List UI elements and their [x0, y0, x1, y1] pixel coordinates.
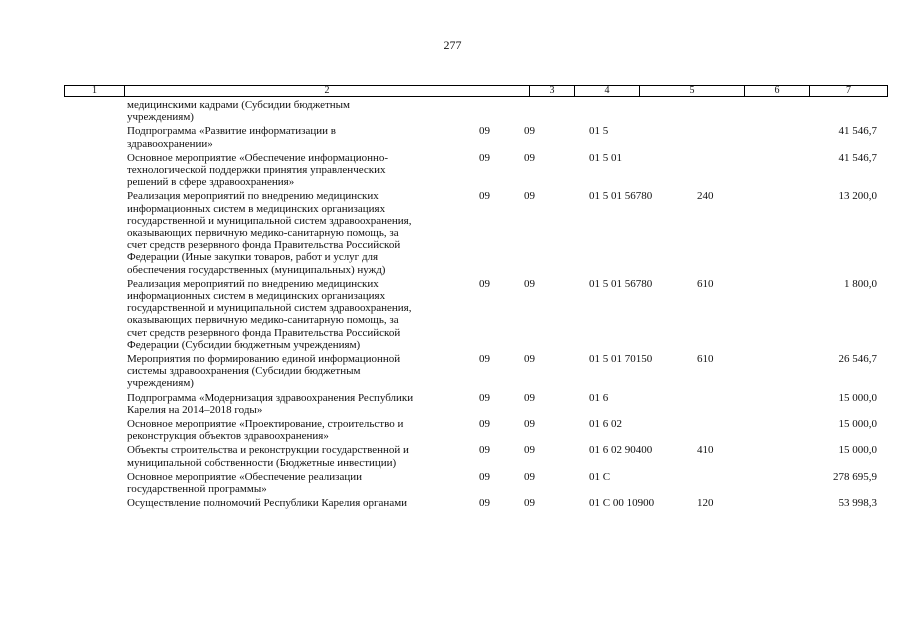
table-row — [0, 278, 905, 353]
section-code: 09 — [479, 277, 490, 290]
section-code: 09 — [479, 190, 490, 203]
amount: 26 546,7 — [838, 352, 877, 365]
target-article-code: 01 6 — [589, 391, 609, 404]
subsection-code: 09 — [524, 277, 535, 290]
target-article-code: 01 5 — [589, 125, 609, 138]
header-col-2: 2 — [125, 86, 530, 96]
description-line: Федерации (Субсидии бюджетным учреждениям) — [127, 338, 361, 351]
table-header-row — [64, 85, 888, 97]
expense-type-code: 610 — [697, 352, 714, 365]
description-line: Реализация мероприятий по внедрению медицинских — [127, 277, 379, 290]
amount: 1 800,0 — [844, 277, 877, 290]
subsection-code: 09 — [524, 391, 535, 404]
target-article-code: 01 5 01 56780 — [589, 277, 653, 290]
description-line: оказывающих первичную медико-санитарную помощь, за — [127, 314, 399, 327]
description-line: государственной программы» — [127, 482, 267, 495]
table-body — [0, 99, 905, 511]
subsection-code: 09 — [524, 151, 535, 164]
amount: 41 546,7 — [838, 151, 877, 164]
description-line: Реализация мероприятий по внедрению медицинских — [127, 190, 379, 203]
row-description — [127, 99, 472, 123]
target-article-code: 01 С — [589, 470, 611, 483]
section-code: 09 — [479, 352, 490, 365]
amount: 15 000,0 — [838, 444, 877, 457]
description-line: решений в сфере здравоохранения» — [127, 176, 295, 189]
target-article-code: 01 5 01 — [589, 151, 622, 164]
expense-type-code: 120 — [697, 497, 714, 510]
subsection-code: 09 — [524, 497, 535, 510]
description-line: Основное мероприятие «Обеспечение информационно- — [127, 151, 389, 164]
header-col-7: 7 — [846, 85, 851, 96]
target-article-code: 01 5 01 56780 — [589, 190, 653, 203]
description-line: здравоохранении» — [127, 137, 213, 150]
description-line: государственной и муниципальной систем здравоохранения, — [127, 302, 412, 315]
subsection-code: 09 — [524, 125, 535, 138]
row-description — [127, 471, 472, 495]
description-line: Осуществление полномочий Республики Карелия органами — [127, 497, 408, 510]
description-line: Карелия на 2014–2018 годы» — [127, 403, 263, 416]
expense-type-code: 410 — [697, 444, 714, 457]
description-line: Федерации (Иные закупки товаров, работ и услуг для — [127, 251, 379, 264]
description-line: учреждениям) — [127, 111, 194, 124]
section-code: 09 — [479, 497, 490, 510]
table-row — [0, 471, 905, 497]
row-description — [127, 392, 472, 416]
amount: 15 000,0 — [838, 391, 877, 404]
table-row — [0, 444, 905, 470]
row-description — [127, 190, 472, 275]
row-description — [127, 418, 472, 442]
target-article-code: 01 5 01 70150 — [589, 352, 653, 365]
description-line: информационных систем в медицинских организациях — [127, 289, 386, 302]
subsection-code: 09 — [524, 470, 535, 483]
table-row — [0, 190, 905, 277]
description-line: медицинскими кадрами (Субсидии бюджетным — [127, 99, 350, 111]
amount: 278 695,9 — [833, 470, 877, 483]
description-line: учреждениям) — [127, 377, 194, 390]
description-line: системы здравоохранения (Субсидии бюджетным — [127, 365, 361, 378]
amount: 13 200,0 — [838, 190, 877, 203]
table-row — [0, 353, 905, 392]
description-line: реконструкция объектов здравоохранения» — [127, 430, 329, 443]
amount: 41 546,7 — [838, 125, 877, 138]
row-description — [127, 497, 472, 509]
subsection-code: 09 — [524, 444, 535, 457]
header-col-4: 4 — [575, 86, 640, 96]
table-row — [0, 497, 905, 511]
description-line: обеспечения государственных (муниципальных) нужд) — [127, 263, 386, 276]
expense-type-code: 610 — [697, 277, 714, 290]
description-line: Мероприятия по формированию единой информационной — [127, 352, 401, 365]
description-line: счет средств резервного фонда Правительства Российской — [127, 239, 401, 252]
table-row — [0, 392, 905, 418]
header-col-5: 5 — [640, 86, 745, 96]
table-row — [0, 125, 905, 151]
description-line: счет средств резервного фонда Правительства Российской — [127, 326, 401, 339]
description-line: Подпрограмма «Модернизация здравоохранения Республики — [127, 391, 414, 404]
description-line: Основное мероприятие «Проектирование, строительство и — [127, 417, 404, 430]
page-number: 277 — [443, 38, 462, 52]
amount: 15 000,0 — [838, 417, 877, 430]
description-line: оказывающих первичную медико-санитарную помощь, за — [127, 226, 399, 239]
section-code: 09 — [479, 417, 490, 430]
description-line: муниципальной собственности (Бюджетные инвестиции) — [127, 456, 397, 469]
target-article-code: 01 С 00 10900 — [589, 497, 655, 510]
subsection-code: 09 — [524, 190, 535, 203]
section-code: 09 — [479, 151, 490, 164]
section-code: 09 — [479, 470, 490, 483]
target-article-code: 01 6 02 — [589, 417, 622, 430]
header-col-1: 1 — [65, 86, 125, 96]
row-description — [127, 125, 472, 149]
header-col-3: 3 — [530, 86, 575, 96]
row-description — [127, 444, 472, 468]
table-row — [0, 152, 905, 191]
description-line: Объекты строительства и реконструкции государственной и — [127, 444, 409, 457]
description-line: Подпрограмма «Развитие информатизации в — [127, 125, 336, 138]
expense-type-code: 240 — [697, 190, 714, 203]
description-line: Основное мероприятие «Обеспечение реализации — [127, 470, 363, 483]
table-row — [0, 99, 905, 125]
section-code: 09 — [479, 444, 490, 457]
header-col-6: 6 — [745, 86, 810, 96]
target-article-code: 01 6 02 90400 — [589, 444, 653, 457]
subsection-code: 09 — [524, 417, 535, 430]
table-row — [0, 418, 905, 444]
description-line: технологической поддержки принятия управленческих — [127, 163, 386, 176]
amount: 53 998,3 — [838, 497, 877, 510]
row-description — [127, 152, 472, 189]
section-code: 09 — [479, 125, 490, 138]
subsection-code: 09 — [524, 352, 535, 365]
description-line: информационных систем в медицинских организациях — [127, 202, 386, 215]
row-description — [127, 278, 472, 351]
section-code: 09 — [479, 391, 490, 404]
row-description — [127, 353, 472, 390]
description-line: государственной и муниципальной систем здравоохранения, — [127, 214, 412, 227]
